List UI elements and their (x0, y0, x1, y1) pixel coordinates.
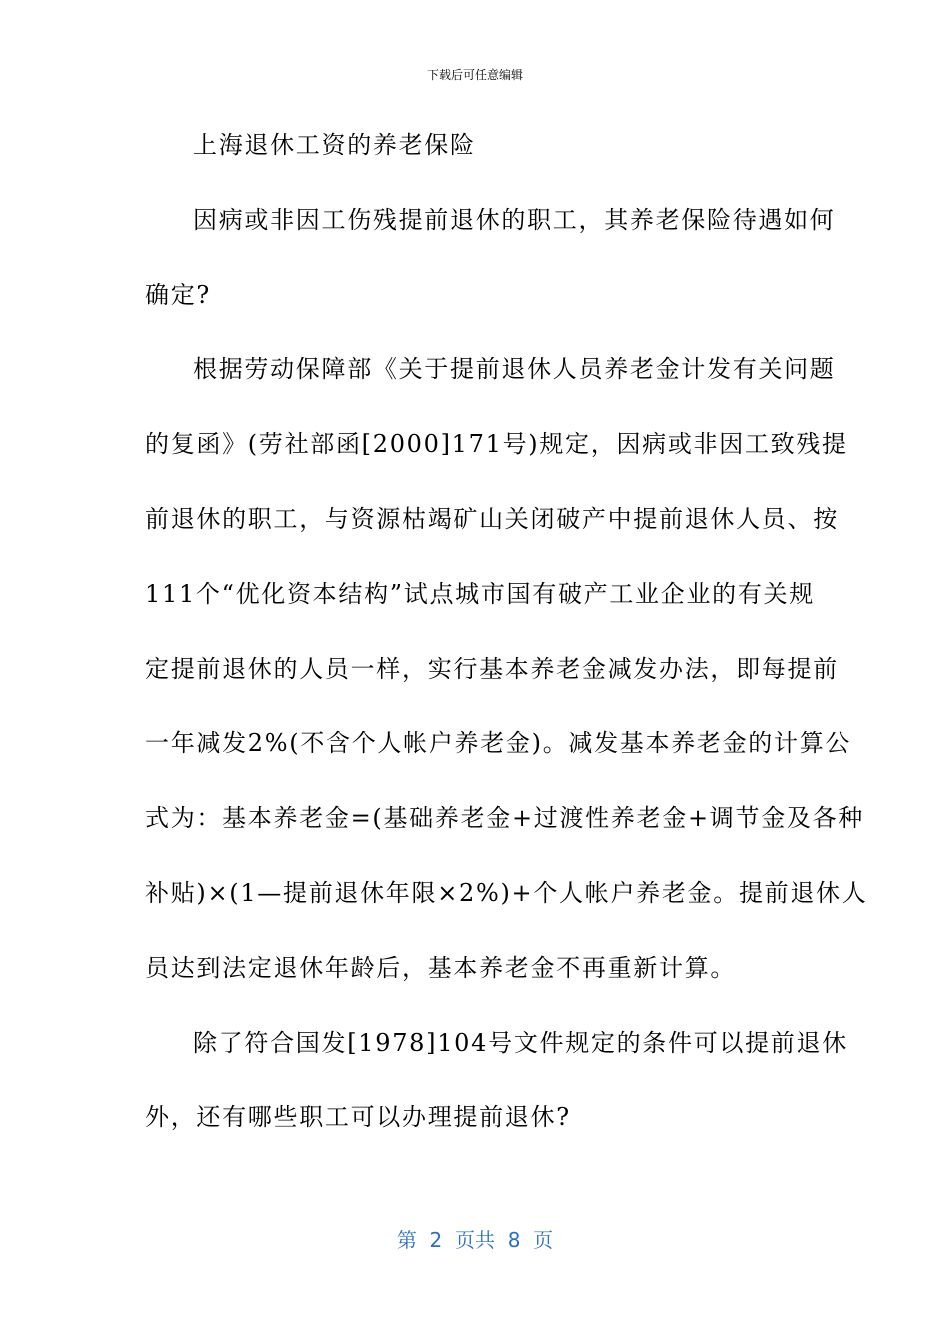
paragraph-line: 的复函》(劳社部函[2000]171号)规定，因病或非因工致残提 (145, 430, 848, 459)
document-body (145, 118, 868, 1165)
paragraph-line: 式为：基本养老金=(基础养老金+过渡性养老金+调节金及各种 (145, 804, 864, 833)
paragraph-line: 一年减发2%(不含个人帐户养老金)。减发基本养老金的计算公 (145, 729, 852, 758)
paragraph-line: 除了符合国发[1978]104号文件规定的条件可以提前退休 (193, 1028, 848, 1057)
paragraph-line: 外，还有哪些职工可以办理提前退休? (145, 1103, 571, 1132)
paragraph-line: 确定? (145, 280, 211, 309)
paragraph-line: 定提前退休的人员一样，实行基本养老金减发办法，即每提前 (145, 654, 839, 683)
document-title: 上海退休工资的养老保险 (193, 131, 476, 159)
header-note: 下载后可任意编辑 (426, 68, 523, 82)
paragraph-line: 因病或非因工伤残提前退休的职工，其养老保险待遇如何 (193, 205, 836, 234)
page-number-footer: 第 2 页共 8 页 (396, 1228, 554, 1252)
paragraph-line: 111个“优化资本结构”试点城市国有破产工业企业的有关规 (145, 579, 815, 608)
paragraph-line: 根据劳动保障部《关于提前退休人员养老金计发有关问题 (193, 355, 836, 384)
paragraph-line: 员达到法定退休年龄后，基本养老金不再重新计算。 (145, 953, 737, 982)
paragraph-line: 前退休的职工，与资源枯竭矿山关闭破产中提前退休人员、按 (145, 504, 839, 533)
paragraph-line: 补贴)×(1—提前退休年限×2%)+个人帐户养老金。提前退休人 (145, 878, 868, 907)
